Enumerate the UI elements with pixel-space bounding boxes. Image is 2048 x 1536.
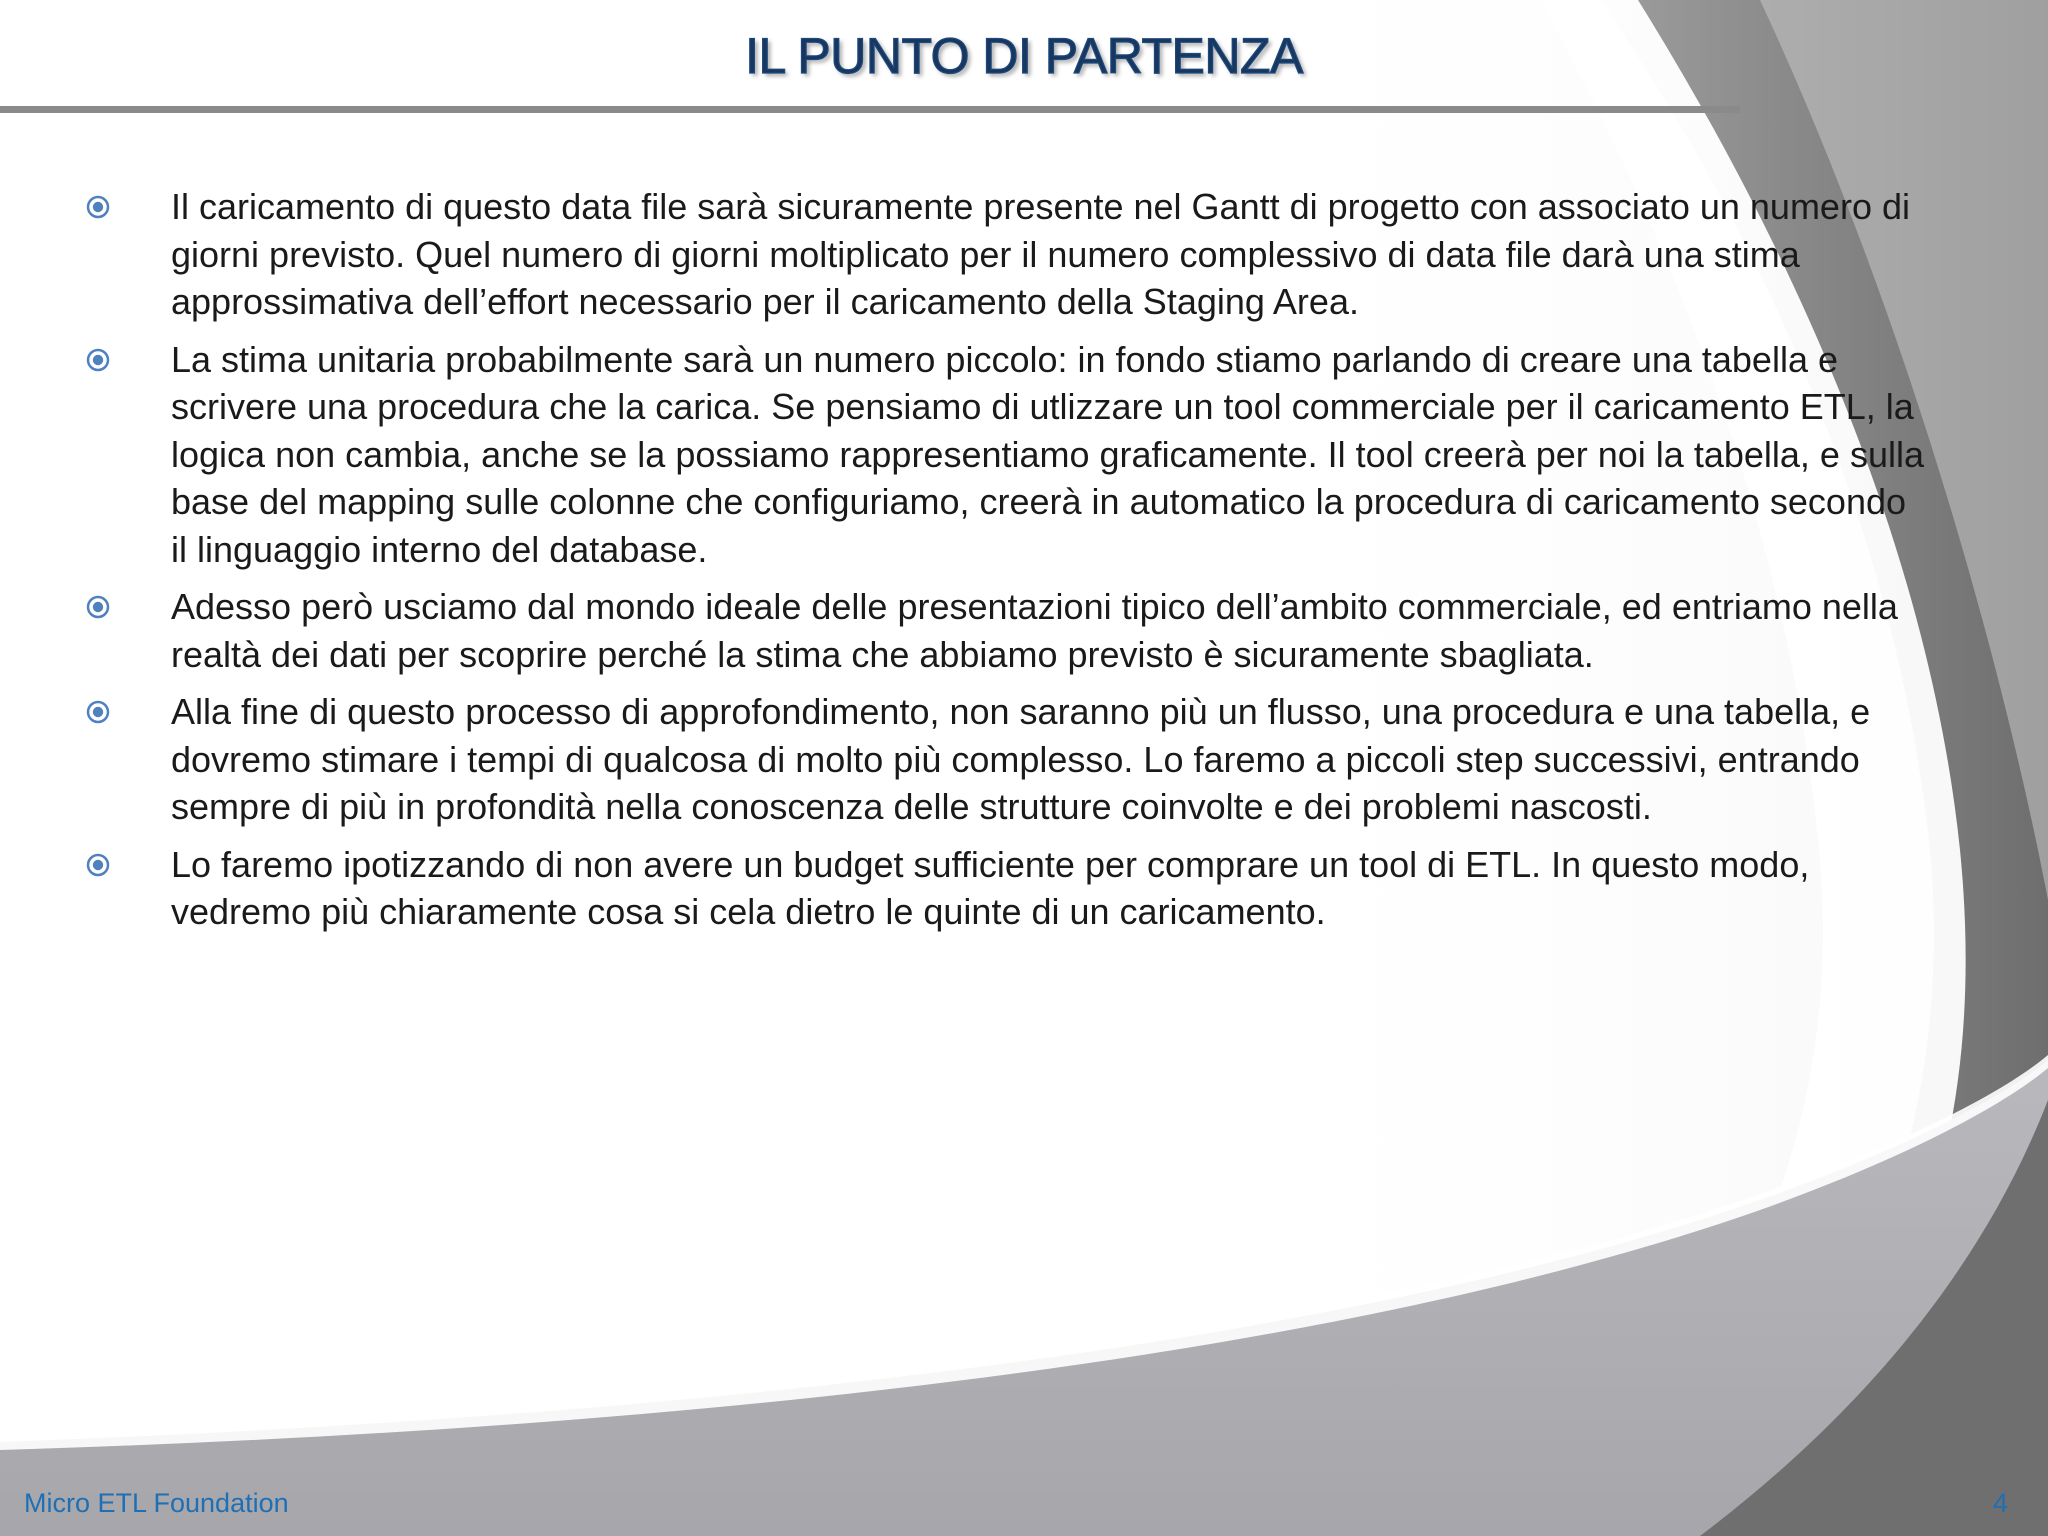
circle-bullet-icon (86, 700, 110, 724)
bullet-item-5 (0, 841, 1931, 936)
bullet-text-3: Adesso però usciamo dal mondo ideale delle presentazioni tipico dell’ambito commerciale, ed entriamo nella realtà dei dati per scoprire perché la stima che abbiamo previsto è sicuramente sbagliata. (171, 586, 1898, 675)
circle-bullet-icon (86, 195, 110, 219)
bullet-item-2 (0, 336, 1931, 574)
circle-bullet-icon (86, 853, 110, 877)
page-number: 4 (1992, 1488, 2008, 1518)
circle-bullet-icon (86, 348, 110, 372)
bullet-text-2: La stima unitaria probabilmente sarà un numero piccolo: in fondo stiamo parlando di creare una tabella e scrivere una procedura che la carica. Se pensiamo di utlizzare un tool commerciale per il caricamento ETL, la logica non cambia, anche se la possiamo rappresentiamo graficamente. Il tool creerà per noi la tabella, e sulla base del mapping sulle colonne che configuriamo, creerà in automatico la procedura di caricamento secondo il linguaggio interno del database. (171, 338, 1924, 570)
circle-bullet-icon (86, 595, 110, 619)
bullet-text-1: Il caricamento di questo data file sarà sicuramente presente nel Gantt di progetto con associato un numero di giorni previsto. Quel numero di giorni moltiplicato per il numero complessivo di data file darà una stima approssimativa dell’effort necessario per il caricamento della Staging Area. (171, 186, 1910, 322)
bullet-item-3 (0, 583, 1931, 678)
bullet-item-4 (0, 688, 1931, 831)
title-underline (0, 106, 1740, 113)
bullet-item-1 (0, 183, 1931, 326)
bullet-text-5: Lo faremo ipotizzando di non avere un budget sufficiente per comprare un tool di ETL. In questo modo, vedremo più chiaramente cosa si cela dietro le quinte di un caricamento. (171, 843, 1810, 932)
bullet-list (0, 183, 2048, 946)
footer-organization: Micro ETL Foundation (24, 1488, 289, 1518)
bullet-text-4: Alla fine di questo processo di approfondimento, non saranno più un flusso, una procedura e una tabella, e dovremo stimare i tempi di qualcosa di molto più complesso. Lo faremo a piccoli step successivi, entrando sempre di più in profondità nella conoscenza delle strutture coinvolte e dei problemi nascosti. (171, 691, 1871, 827)
slide-title: IL PUNTO DI PARTENZA (745, 28, 1303, 84)
